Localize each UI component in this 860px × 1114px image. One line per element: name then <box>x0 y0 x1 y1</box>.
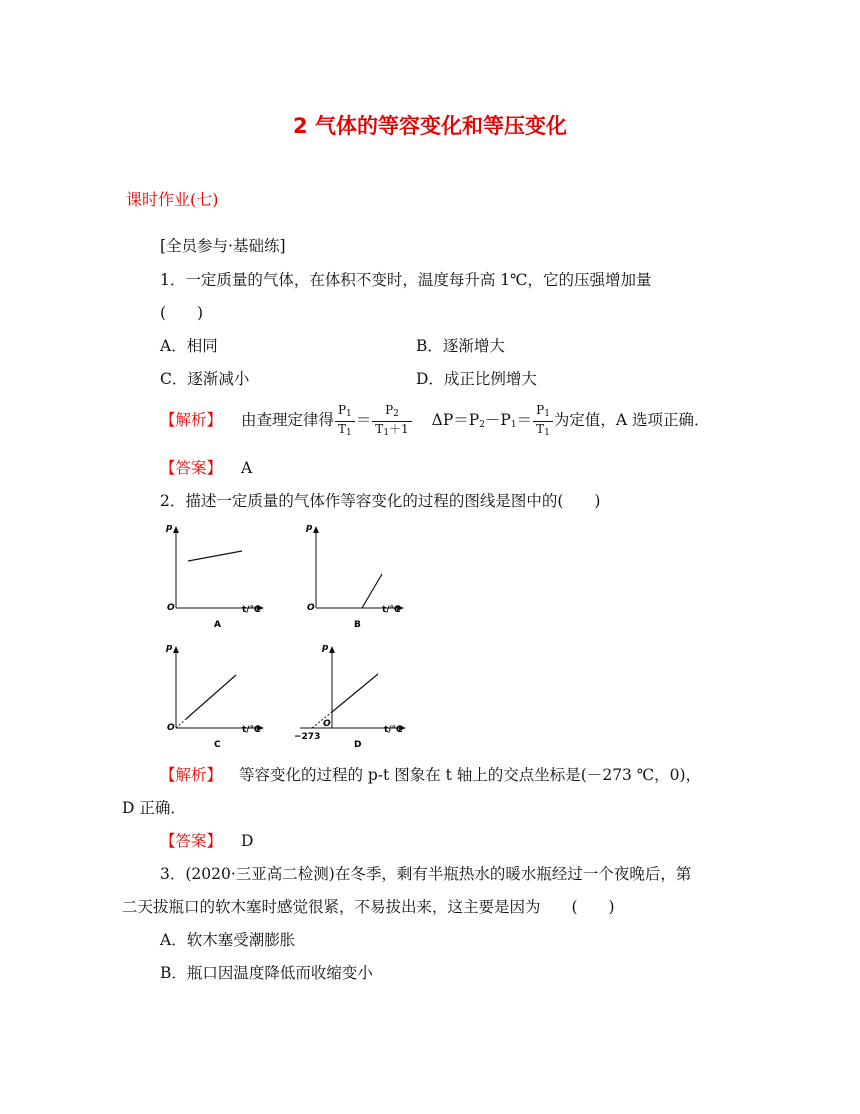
part-label: [全员参与·基础练] <box>160 237 286 255</box>
analysis-text: 等容变化的过程的 p-t 图象在 t 轴上的交点坐标是(－273 ℃，0)， <box>238 766 702 784</box>
svg-text:O: O <box>323 719 331 729</box>
analysis-conclusion: 为定值，A 选项正确． <box>553 411 710 429</box>
graph-c <box>165 643 264 750</box>
graph-b <box>305 523 404 630</box>
q3-option-a: A．软木塞受潮膨胀 <box>160 931 296 949</box>
q3-stem-line1: 3．(2020·三亚高二检测)在冬季，剩有半瓶热水的暖水瓶经过一个夜晚后，第 <box>160 865 692 883</box>
fraction-p2-t: $\frac{P_2}{T_1+1}$ <box>372 403 411 440</box>
section-heading: 课时作业(七) <box>126 190 219 209</box>
q1-option-b: B．逐渐增大 <box>416 337 505 355</box>
q1-option-d: D．成正比例增大 <box>416 370 537 388</box>
q2-stem: 2．描述一定质量的气体作等容变化的过程的图线是图中的( ) <box>160 492 601 510</box>
svg-text:t/℃: t/℃ <box>242 725 261 735</box>
answer-value: A <box>240 459 253 477</box>
svg-text:p: p <box>166 523 173 533</box>
svg-text:D: D <box>354 740 362 750</box>
svg-text:t/℃: t/℃ <box>242 605 261 615</box>
svg-text:p: p <box>166 643 173 653</box>
analysis-tag: 【解析】 <box>160 411 223 429</box>
q1-analysis: 【解析】 由查理定律得 $\frac{P_1}{T_1}$ ＝ $\frac{P_2}{T_1+1}$ $\Delta P=P_2-P_1=$ $\frac{P_1}{T_1}$ 为定值，A 选项正确． <box>160 402 710 438</box>
svg-text:t/℃: t/℃ <box>384 725 403 735</box>
analysis-text: 由查理定律得 <box>240 411 334 429</box>
answer-value: D <box>240 832 254 850</box>
q2-analysis-line1 <box>160 763 701 785</box>
answer-tag: 【答案】 <box>160 459 223 477</box>
delta-expression: $\Delta P=P_2-P_1=$ <box>431 411 533 430</box>
q1-answer <box>160 456 252 478</box>
graph-d <box>294 643 406 750</box>
analysis-tag: 【解析】 <box>160 766 223 784</box>
pt-graphs <box>150 520 430 750</box>
svg-text:p: p <box>306 523 313 533</box>
svg-text:−273: −273 <box>294 732 321 742</box>
svg-text:O: O <box>307 603 315 613</box>
svg-text:p: p <box>322 643 329 653</box>
svg-text:B: B <box>354 620 361 630</box>
answer-tag: 【答案】 <box>160 832 223 850</box>
fraction-p1-t1: $\frac{P_1}{T_1}$ <box>335 403 355 440</box>
q2-analysis-line2: D 正确． <box>122 799 186 817</box>
svg-text:O: O <box>167 603 175 613</box>
q2-answer <box>160 829 253 851</box>
svg-text:O: O <box>167 723 175 733</box>
q3-stem-line2: 二天拔瓶口的软木塞时感觉很紧，不易拔出来，这主要是因为 ( ) <box>122 898 615 916</box>
q1-option-c: C．逐渐减小 <box>160 370 250 388</box>
graph-a <box>165 523 264 630</box>
fraction-p1-t1-b: $\frac{P_1}{T_1}$ <box>533 403 553 440</box>
svg-text:A: A <box>214 620 221 630</box>
svg-text:C: C <box>214 740 221 750</box>
svg-text:t/℃: t/℃ <box>382 605 401 615</box>
q3-option-b: B．瓶口因温度降低而收缩变小 <box>160 964 373 982</box>
page-title: 2 气体的等容变化和等压变化 <box>293 114 567 138</box>
q1-stem: 1．一定质量的气体，在体积不变时，温度每升高 1℃，它的压强增加量 <box>160 271 652 289</box>
q1-paren: ( ) <box>160 304 204 322</box>
q1-option-a: A．相同 <box>160 337 218 355</box>
